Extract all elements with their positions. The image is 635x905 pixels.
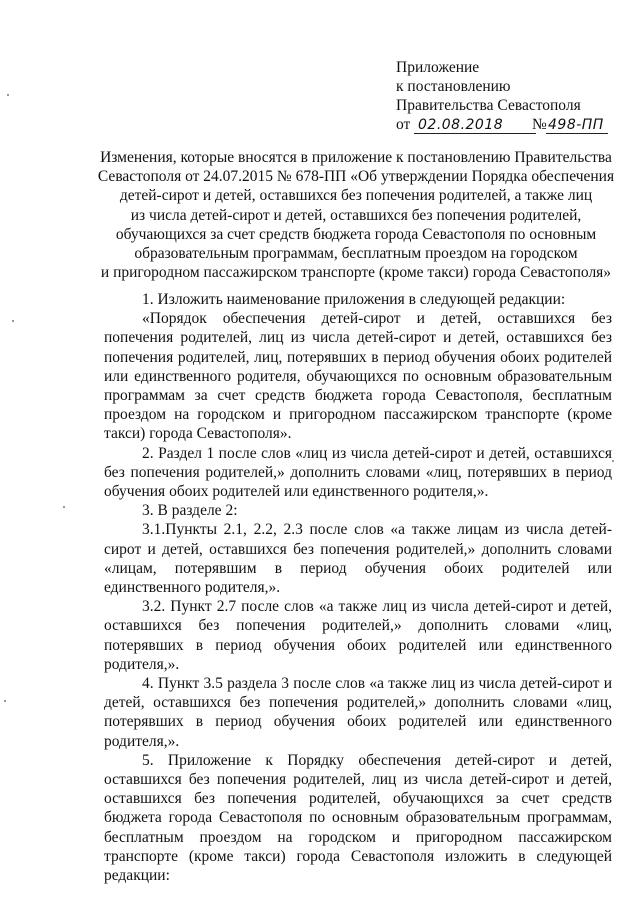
title-line: Севастополя от 24.07.2015 № 678-ПП «Об утверждении Порядка обеспечения — [97, 168, 615, 186]
date-underline — [414, 133, 514, 134]
scan-speck — [4, 700, 6, 702]
title-line: детей-сирот и детей, оставшихся без попечения родителей, а также лиц — [119, 187, 593, 205]
title-line: из числа детей-сирот и детей, оставшихся без попечения родителей, — [130, 206, 582, 224]
approval-line-3: Правительства Севастополя — [396, 97, 581, 114]
scan-speck — [12, 320, 14, 322]
approval-line-2: к постановлению — [396, 78, 511, 95]
approval-block — [396, 58, 626, 135]
approval-line-1: Приложение — [396, 59, 480, 76]
approval-date-number-row — [396, 115, 626, 135]
body-paragraph: «Порядок обеспечения детей-сирот и детей, оставшихся без попечения родителей, лиц из числа детей-сирот и детей, оставшихся без попечения родителей, лиц, потерявших в период обучения обоих родителей или единственного родителя, обучающихся по основным образовательным программам за счет средств бюджета города Севастополя, бесплатным проездом на городском и пригородном пассажирском транспорте (кроме такси) города Севастополя». — [104, 310, 612, 443]
body-paragraph: 3. В разделе 2: — [142, 502, 238, 520]
document-body — [104, 290, 612, 885]
body-paragraph: 1. Изложить наименование приложения в следующей редакции: — [142, 291, 566, 308]
title-line: образовательным программам, бесплатным проездом на городском — [134, 245, 578, 263]
body-paragraph: 2. Раздел 1 после слов «лиц из числа детей-сирот и детей, оставшихся без попечения родителей,» дополнить словами «лиц, потерявших в период обучения обоих родителей или единственного родителя,». — [104, 444, 612, 501]
body-paragraph: 3.2. Пункт 2.7 после слов «а также лиц из числа детей-сирот и детей, оставшихся без попечения родителей,» дополнить словами «лиц, потерявших в период обучения обоих родителей или единственного родителя,». — [104, 598, 612, 673]
scan-speck — [612, 460, 614, 462]
from-label: от — [396, 116, 411, 133]
scan-speck — [7, 94, 9, 96]
handwritten-date: 02.08.2018 — [418, 117, 504, 133]
number-label: № — [532, 116, 547, 133]
body-paragraph: 4. Пункт 3.5 раздела 3 после слов «а также лиц из числа детей-сирот и детей, оставшихся без попечения родителей,» дополнить словами «лиц, потерявших в период обучения обоих родителей или единственного родителя,». — [104, 675, 612, 750]
scan-speck — [63, 506, 65, 508]
title-line: и пригородном пассажирском транспорте (кроме такси) города Севастополя» — [100, 264, 612, 282]
title-line: Изменения, которые вносятся в приложение к постановлению Правительства — [100, 149, 612, 166]
title-line: обучающихся за счет средств бюджета города Севастополя по основным — [115, 225, 597, 243]
number-underline — [546, 133, 608, 134]
document-title — [96, 148, 616, 282]
body-paragraph: 5. Приложение к Порядку обеспечения детей-сирот и детей, оставшихся без попечения родителей, лиц из числа детей-сирот и детей, оставшихся без попечения родителей, обучающихся за счет средств бюджета города Севастополя по основным образовательным программам, бесплатным проездом на городском и пригородном пассажирском транспорте (кроме такси) города Севастополя изложить в следующей редакции: — [104, 751, 612, 885]
body-paragraph: 3.1.Пункты 2.1, 2.2, 2.3 после слов «а также лицам из числа детей-сирот и детей, оставшихся без попечения родителей,» дополнить словами «лицам, потерявшим в период обучения обоих родителей или единственного родителя,». — [104, 521, 612, 597]
handwritten-number: 498-ПП — [548, 117, 604, 133]
